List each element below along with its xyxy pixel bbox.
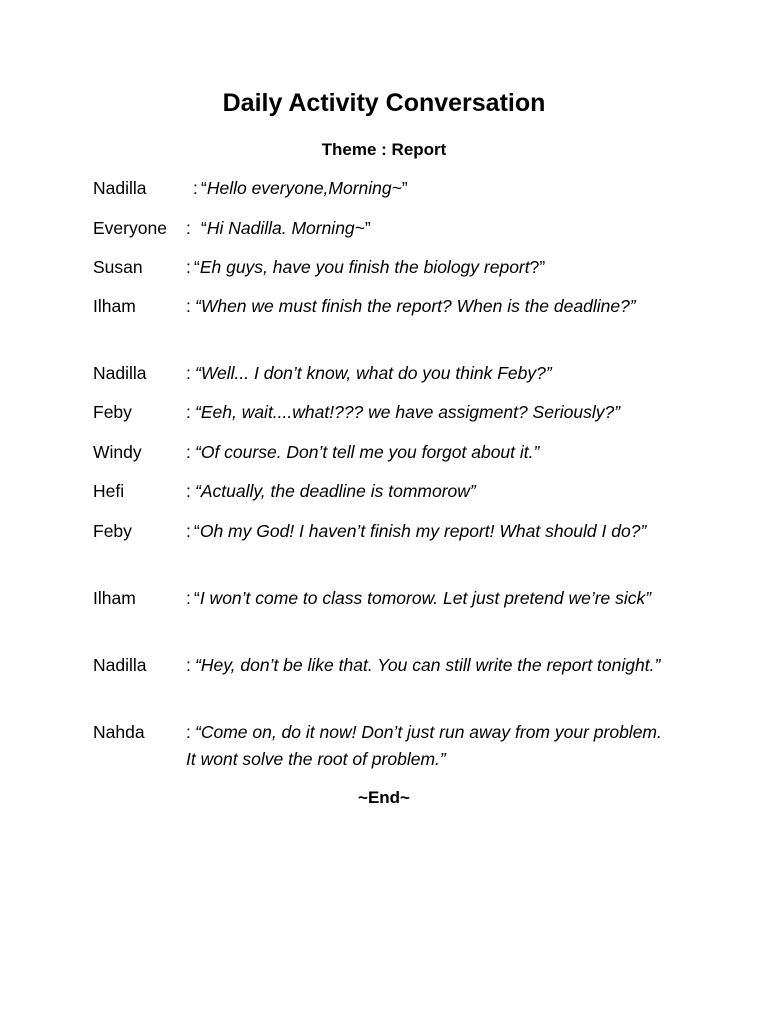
quote-body: Eh guys, have you finish the biology report bbox=[199, 257, 530, 277]
open-quote: “ bbox=[201, 218, 207, 238]
quote-body: Hello everyone,Morning~ bbox=[206, 178, 402, 198]
dialogue-text: “When we must finish the report? When is the deadline?” bbox=[195, 296, 636, 316]
colon-separator: : bbox=[186, 218, 191, 238]
dialogue-text: “Well... I don’t know, what do you think Feby?” bbox=[195, 363, 552, 383]
speaker-name: Hefi bbox=[93, 481, 125, 501]
quote-body: Hi Nadilla. Morning~ bbox=[206, 218, 365, 238]
close-quote: ” bbox=[401, 178, 408, 198]
open-quote: “ bbox=[194, 257, 200, 277]
dialogue-text: “Eeh, wait....what!??? we have assigment? Seriously?” bbox=[195, 402, 621, 422]
speaker-name: Ilham bbox=[93, 588, 136, 608]
close-quote: ?” bbox=[529, 257, 546, 277]
dialogue-text: “Hey, don’t be like that. You can still write the report tonight.” bbox=[195, 655, 661, 675]
open-quote: “ bbox=[194, 521, 200, 541]
theme-subtitle: Theme : Report bbox=[321, 140, 447, 159]
close-quote: ” bbox=[364, 218, 371, 238]
colon-separator: : bbox=[186, 363, 191, 383]
open-quote: “ bbox=[194, 588, 200, 608]
colon-separator: : bbox=[186, 481, 191, 501]
speaker-name: Susan bbox=[93, 257, 143, 277]
colon-separator: : bbox=[186, 655, 191, 675]
colon-separator: : bbox=[186, 588, 191, 608]
dialogue-text bbox=[184, 518, 664, 545]
colon-separator: : bbox=[186, 722, 191, 742]
colon-separator: : bbox=[186, 521, 191, 541]
page-title: Daily Activity Conversation bbox=[222, 89, 546, 117]
dialogue-text bbox=[201, 175, 681, 202]
speaker-name: Feby bbox=[93, 521, 132, 541]
dialogue-text: “Come on, do it now! Don’t just run away from your problem. It wont solve the root of problem.” bbox=[186, 722, 662, 769]
dialogue-text: “Of course. Don’t tell me you forgot about it.” bbox=[195, 442, 540, 462]
dialogue-text bbox=[201, 215, 681, 242]
speaker-name: Everyone bbox=[93, 218, 167, 238]
dialogue-text bbox=[186, 585, 666, 612]
open-quote: “ bbox=[201, 178, 207, 198]
colon-separator: : bbox=[186, 442, 191, 462]
speaker-name: Nadilla bbox=[93, 655, 147, 675]
colon-separator: : bbox=[193, 178, 198, 198]
dialogue-text: “Actually, the deadline is tommorow” bbox=[195, 481, 476, 501]
speaker-name: Ilham bbox=[93, 296, 136, 316]
dialogue-text bbox=[194, 254, 674, 281]
speaker-name: Nadilla bbox=[93, 178, 147, 198]
speaker-name: Windy bbox=[93, 442, 142, 462]
colon-separator: : bbox=[186, 296, 191, 316]
speaker-name: Feby bbox=[93, 402, 132, 422]
quote-body: Oh my God! I haven’t finish my report! What should I do?” bbox=[199, 521, 647, 541]
colon-separator: : bbox=[186, 257, 191, 277]
end-marker: ~End~ bbox=[358, 788, 410, 807]
speaker-name: Nadilla bbox=[93, 363, 147, 383]
speaker-name: Nahda bbox=[93, 722, 145, 742]
colon-separator: : bbox=[186, 402, 191, 422]
quote-body: I won’t come to class tomorow. Let just pretend we’re sick” bbox=[199, 588, 652, 608]
